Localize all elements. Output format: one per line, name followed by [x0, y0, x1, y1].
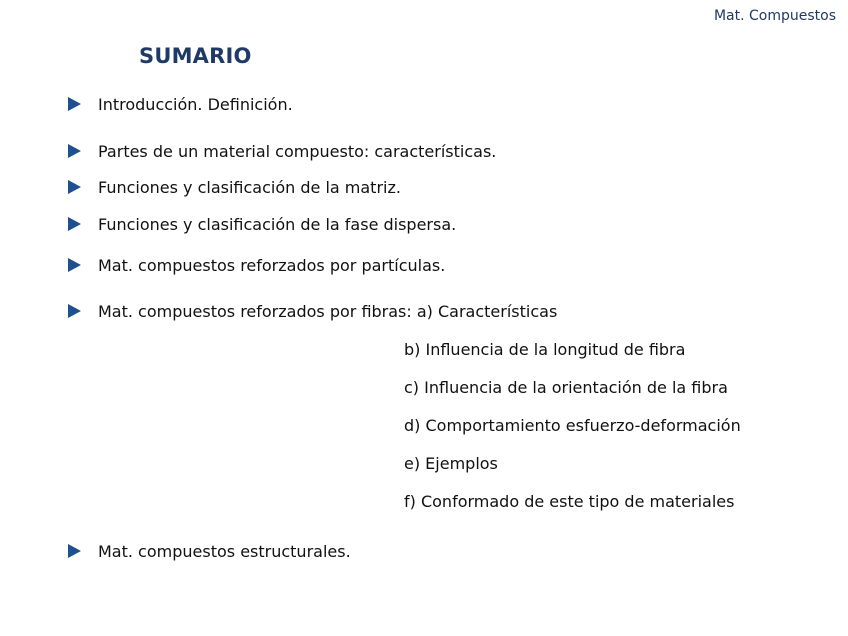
list-item-text: Introducción. Definición.	[98, 94, 293, 114]
list-item-text: Funciones y clasificación de la matriz.	[98, 177, 401, 197]
list-item	[68, 254, 445, 276]
list-item	[68, 176, 401, 198]
list-item	[68, 213, 456, 235]
triangle-right-icon	[68, 544, 81, 558]
triangle-right-icon	[68, 97, 81, 111]
page-title: SUMARIO	[139, 44, 252, 68]
list-item-text: Funciones y clasificación de la fase dispersa.	[98, 214, 457, 234]
list-item-text: Mat. compuestos reforzados por fibras: a) Características	[98, 301, 558, 321]
list-item	[68, 540, 351, 562]
list-item-text: Mat. compuestos estructurales.	[98, 541, 351, 561]
triangle-right-icon	[68, 144, 81, 158]
list-item-text: Partes de un material compuesto: características.	[98, 141, 497, 161]
list-item	[68, 140, 496, 162]
list-item	[68, 93, 293, 115]
sub-list-item: e) Ejemplos	[404, 454, 498, 473]
triangle-right-icon	[68, 180, 81, 194]
triangle-right-icon	[68, 304, 81, 318]
header-label: Mat. Compuestos	[713, 8, 836, 24]
sub-list-item: d) Comportamiento esfuerzo-deformación	[404, 416, 741, 435]
list-item	[68, 300, 557, 322]
sub-list-item: f) Conformado de este tipo de materiales	[404, 492, 735, 511]
triangle-right-icon	[68, 217, 81, 231]
list-item-text: Mat. compuestos reforzados por partículas.	[98, 255, 446, 275]
triangle-right-icon	[68, 258, 81, 272]
sub-list-item: c) Influencia de la orientación de la fibra	[404, 378, 728, 397]
sub-list-item: b) Influencia de la longitud de fibra	[404, 340, 686, 359]
